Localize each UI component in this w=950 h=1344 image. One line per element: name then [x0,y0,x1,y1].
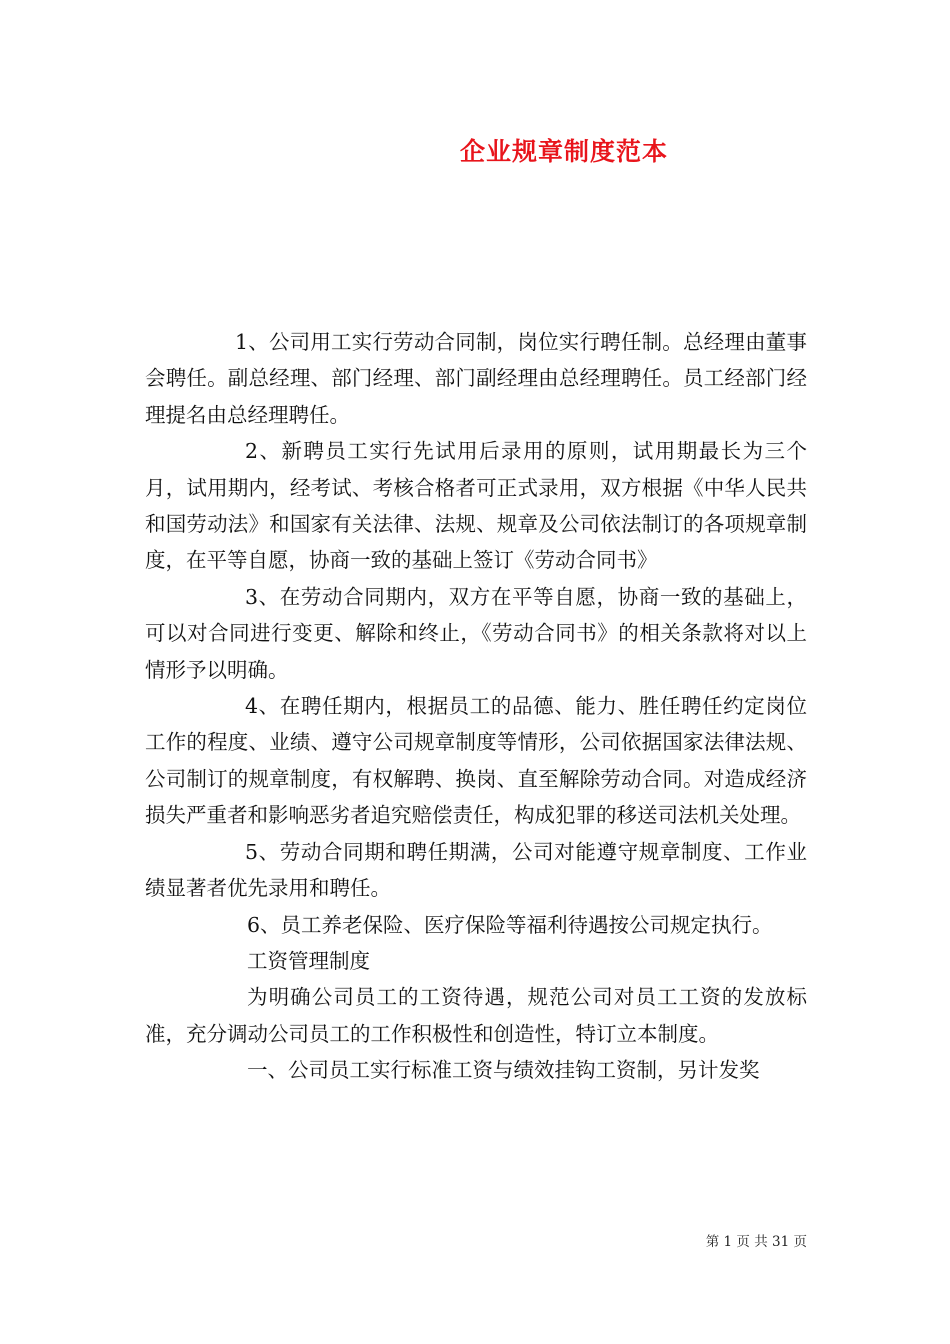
paragraph-1: 1、公司用工实行劳动合同制，岗位实行聘任制。总经理由董事会聘任。副总经理、部门经理、部门副经理由总经理聘任。员工经部门经理提名由总经理聘任。 [145,330,807,427]
paragraph-5: 5、劳动合同期和聘任期满，公司对能遵守规章制度、工作业绩显著者优先录用和聘任。 [145,839,807,901]
paragraph-salary-intro: 为明确公司员工的工资待遇，规范公司对员工工资的发放标准，充分调动公司员工的工作积极性和创造性，特订立本制度。 [145,985,807,1046]
page-number-footer: 第 1 页 共 31 页 [705,1234,807,1250]
paragraph-salary-1: 一、公司员工实行标准工资与绩效挂钩工资制，另计发奖 [247,1058,760,1083]
paragraph-2: 2、新聘员工实行先试用后录用的原则，试用期最长为三个月，试用期内，经考试、考核合格者可正式录用，双方根据《中华人民共和国劳动法》和国家有关法律、法规、规章及公司依法制订的各项规章制度，在平等自愿，协商一致的基础上签订《劳动合同书》 [145,439,807,573]
section-heading-salary: 工资管理制度 [247,948,370,973]
paragraph-3: 3、在劳动合同期内，双方在平等自愿，协商一致的基础上，可以对合同进行变更、解除和终止，《劳动合同书》的相关条款将对以上情形予以明确。 [145,584,807,682]
document-body [145,324,807,1089]
paragraph-6: 6、员工养老保险、医疗保险等福利待遇按公司规定执行。 [247,912,773,937]
paragraph-4: 4、在聘任期内，根据员工的品德、能力、胜任聘任约定岗位工作的程度、业绩、遵守公司规章制度等情形，公司依据国家法律法规、公司制订的规章制度，有权解聘、换岗、直至解除劳动合同。对造成经济损失严重者和影响恶劣者追究赔偿责任，构成犯罪的移送司法机关处理。 [145,694,807,828]
document-title: 企业规章制度范本 [460,137,669,166]
